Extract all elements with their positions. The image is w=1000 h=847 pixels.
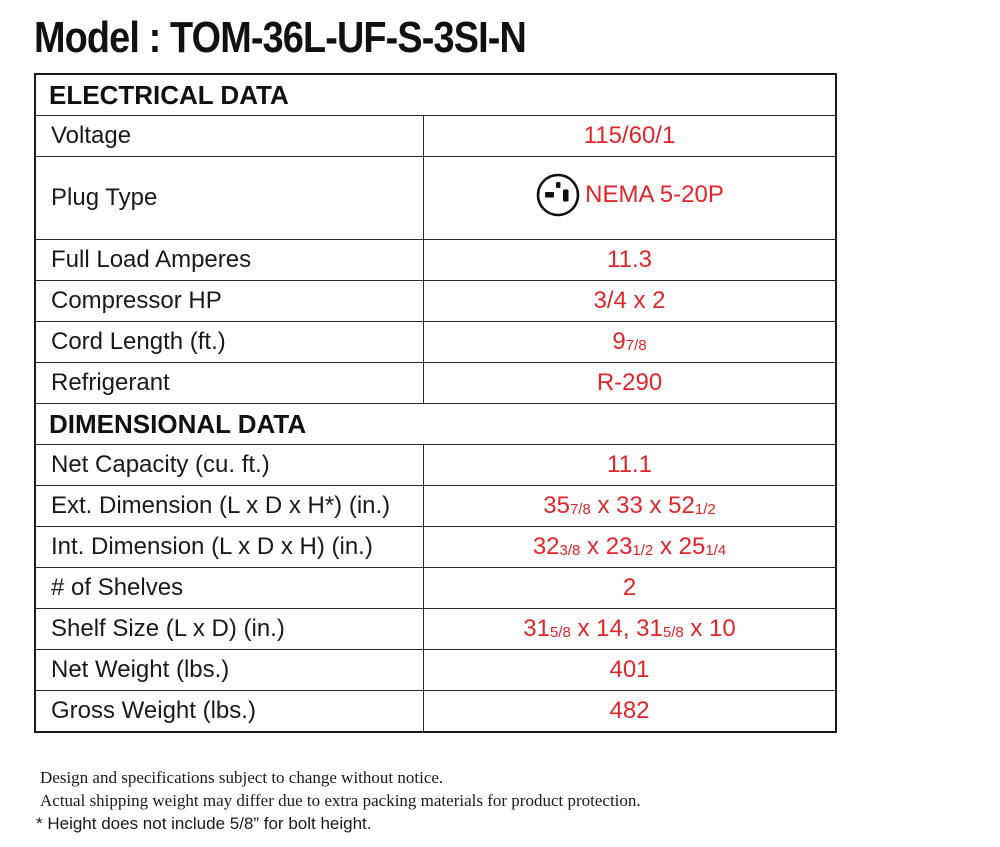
section-header-dimensional bbox=[35, 404, 836, 445]
value-fraction: 3/8 bbox=[559, 542, 581, 559]
row-value: 3/4 x 2 bbox=[424, 281, 837, 322]
value-fraction: 1/2 bbox=[632, 542, 654, 559]
footnote-shipping-weight: Actual shipping weight may differ due to extra packing materials for product protection. bbox=[40, 791, 641, 810]
section-header-electrical bbox=[35, 74, 836, 116]
value-part: x 14, 31 bbox=[570, 615, 663, 642]
value-fraction: 1/4 bbox=[705, 542, 727, 559]
table-row-net-capacity bbox=[35, 445, 836, 486]
value-part: 35 bbox=[543, 492, 570, 519]
row-label: Int. Dimension (L x D x H) (in.) bbox=[35, 527, 424, 568]
table-row-full-load-amperes bbox=[35, 240, 836, 281]
footnote-design-change: Design and specifications subject to change without notice. bbox=[40, 768, 444, 787]
row-label: Compressor HP bbox=[35, 281, 424, 322]
row-label: Voltage bbox=[35, 116, 424, 157]
row-label: Cord Length (ft.) bbox=[35, 322, 424, 363]
row-label: Shelf Size (L x D) (in.) bbox=[35, 609, 424, 650]
nema-5-20p-plug-icon bbox=[535, 172, 581, 218]
row-label: # of Shelves bbox=[35, 568, 424, 609]
value-fraction: 7/8 bbox=[625, 337, 647, 354]
row-label: Net Capacity (cu. ft.) bbox=[35, 445, 424, 486]
table-row-int-dimension bbox=[35, 527, 836, 568]
row-value: 11.3 bbox=[424, 240, 837, 281]
value-part: x 10 bbox=[683, 615, 736, 642]
table-row-cord-length bbox=[35, 322, 836, 363]
page-title: Model : TOM-36L-UF-S-3SI-N bbox=[34, 13, 526, 62]
table-row-voltage bbox=[35, 116, 836, 157]
value-part: x 23 bbox=[580, 533, 633, 560]
row-value bbox=[424, 486, 837, 527]
footnotes bbox=[36, 766, 641, 836]
value-part: x 33 x 52 bbox=[590, 492, 695, 519]
row-value bbox=[424, 322, 837, 363]
value-part: 31 bbox=[523, 615, 550, 642]
row-label: Net Weight (lbs.) bbox=[35, 650, 424, 691]
row-value: 11.1 bbox=[424, 445, 837, 486]
section-title: ELECTRICAL DATA bbox=[35, 74, 836, 116]
footnote-bolt-height: * Height does not include 5/8” for bolt height. bbox=[36, 814, 372, 833]
table-row-shelves bbox=[35, 568, 836, 609]
row-label: Gross Weight (lbs.) bbox=[35, 691, 424, 733]
plug-type-value: NEMA 5-20P bbox=[585, 180, 724, 208]
table-row-ext-dimension bbox=[35, 486, 836, 527]
row-value: R-290 bbox=[424, 363, 837, 404]
table-row-refrigerant bbox=[35, 363, 836, 404]
spec-table bbox=[34, 73, 837, 733]
value-fraction: 5/8 bbox=[662, 624, 684, 641]
value-part: 32 bbox=[532, 533, 560, 560]
table-row-shelf-size bbox=[35, 609, 836, 650]
row-label: Full Load Amperes bbox=[35, 240, 424, 281]
row-value: 2 bbox=[424, 568, 837, 609]
value-fraction: 7/8 bbox=[569, 501, 591, 518]
row-label: Ext. Dimension (L x D x H*) (in.) bbox=[35, 486, 424, 527]
table-row-plug-type bbox=[35, 157, 836, 240]
table-row-compressor-hp bbox=[35, 281, 836, 322]
table-row-net-weight bbox=[35, 650, 836, 691]
row-value bbox=[424, 157, 837, 240]
value-fraction: 1/2 bbox=[694, 501, 716, 518]
value-part: x 25 bbox=[653, 533, 706, 560]
value-whole: 9 bbox=[612, 328, 626, 355]
row-value: 401 bbox=[424, 650, 837, 691]
section-title: DIMENSIONAL DATA bbox=[35, 404, 836, 445]
table-row-gross-weight bbox=[35, 691, 836, 733]
row-label: Refrigerant bbox=[35, 363, 424, 404]
row-value: 115/60/1 bbox=[424, 116, 837, 157]
row-value bbox=[424, 609, 837, 650]
row-value bbox=[424, 527, 837, 568]
row-value: 482 bbox=[424, 691, 837, 733]
value-fraction: 5/8 bbox=[549, 624, 571, 641]
row-label: Plug Type bbox=[35, 157, 424, 240]
